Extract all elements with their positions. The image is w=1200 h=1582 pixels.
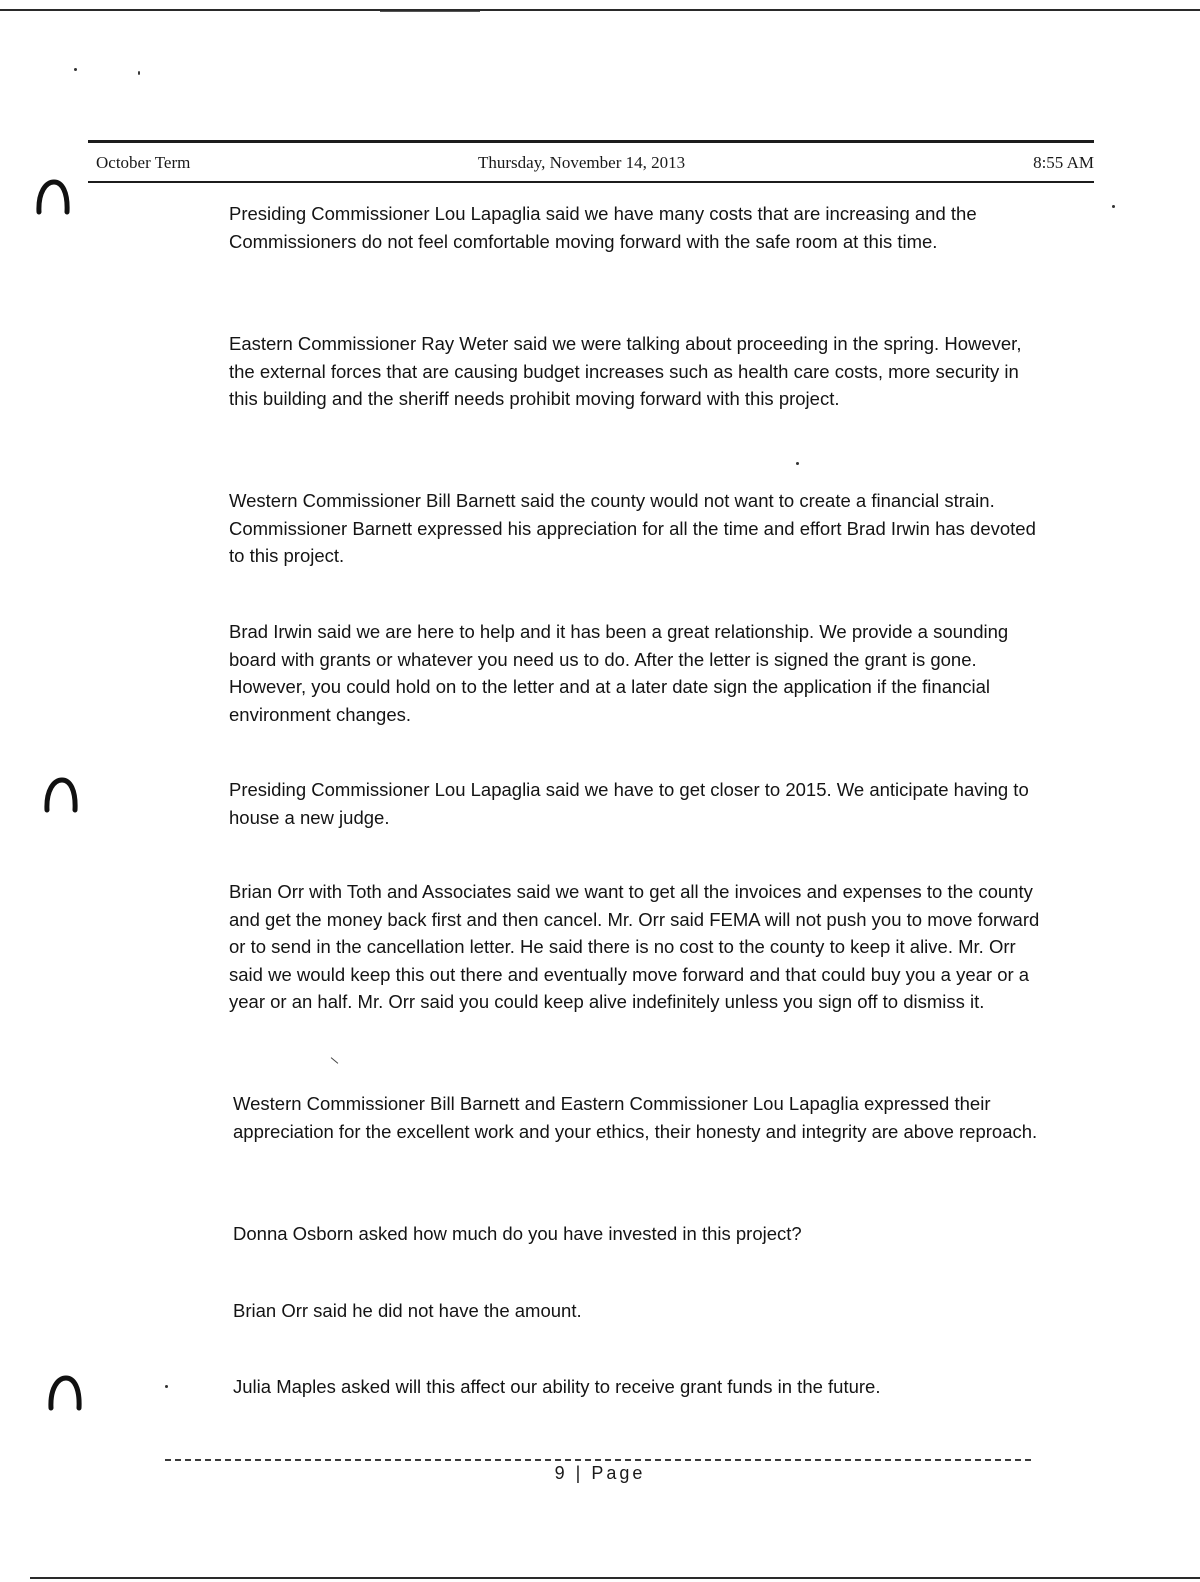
minutes-paragraph: Western Commissioner Bill Barnett said the county would not want to create a financial strain. Commissioner Barnett expressed his appreciation for all the time and effort Brad Irwin has devoted to this project. xyxy=(229,490,1036,566)
minutes-paragraph: Presiding Commissioner Lou Lapaglia said we have to get closer to 2015. We anticipate having to house a new judge. xyxy=(229,779,1029,828)
scan-stray-mark xyxy=(331,1057,339,1064)
minutes-paragraph: Presiding Commissioner Lou Lapaglia said we have many costs that are increasing and the Commissioners do not feel comfortable moving forward with the safe room at this time. xyxy=(229,203,977,252)
minutes-paragraph: Eastern Commissioner Ray Weter said we were talking about proceeding in the spring. However, the external forces that are causing budget increases such as health care costs, more security in this building and the sheriff needs prohibit moving forward with this project. xyxy=(229,333,1022,409)
header-date: Thursday, November 14, 2013 xyxy=(478,153,686,172)
header-rule-bottom xyxy=(88,181,1094,183)
minutes-paragraph: Brian Orr with Toth and Associates said we want to get all the invoices and expenses to the county and get the money back first and then cancel. Mr. Orr said FEMA will not push you to move forward or to send in the cancellation letter. He said there is no cost to the county to keep it alive. Mr. Orr said we would keep this out there and eventually move forward and that could buy you a year or a year or an half. Mr. Orr said you could keep alive indefinitely unless you sign off to dismiss it. xyxy=(229,881,1040,1012)
header-term: October Term xyxy=(96,153,191,172)
minutes-paragraph: Brad Irwin said we are here to help and it has been a great relationship. We provide a sounding board with grants or whatever you need us to do. After the letter is signed the grant is gone. However, you could hold on to the letter and at a later date sign the application if the financial environment changes. xyxy=(229,621,1009,725)
minutes-paragraph: Julia Maples asked will this affect our ability to receive grant funds in the future. xyxy=(233,1376,881,1397)
header-time: 8:55 AM xyxy=(1033,153,1094,172)
scan-top-edge xyxy=(0,9,1200,11)
page-number: 9 | Page xyxy=(554,1463,646,1483)
scan-speck xyxy=(796,462,799,465)
scan-speck xyxy=(138,71,140,75)
scan-speck xyxy=(1112,205,1115,208)
minutes-paragraph: Donna Osborn asked how much do you have invested in this project? xyxy=(233,1223,802,1244)
minutes-paragraph: Western Commissioner Bill Barnett and Eastern Commissioner Lou Lapaglia expressed their appreciation for the excellent work and your ethics, their honesty and integrity are above reproach. xyxy=(233,1093,1038,1142)
binder-hole-icon xyxy=(48,1374,82,1414)
scan-speck xyxy=(74,68,77,71)
minutes-paragraph: Brian Orr said he did not have the amount. xyxy=(233,1300,582,1321)
footer-rule xyxy=(165,1459,1031,1462)
scan-speck xyxy=(165,1385,168,1388)
scan-smudge xyxy=(380,11,480,12)
scan-bottom-edge xyxy=(30,1577,1200,1579)
header-rule-top xyxy=(88,140,1094,143)
binder-hole-icon xyxy=(36,178,70,218)
binder-hole-icon xyxy=(44,776,78,816)
